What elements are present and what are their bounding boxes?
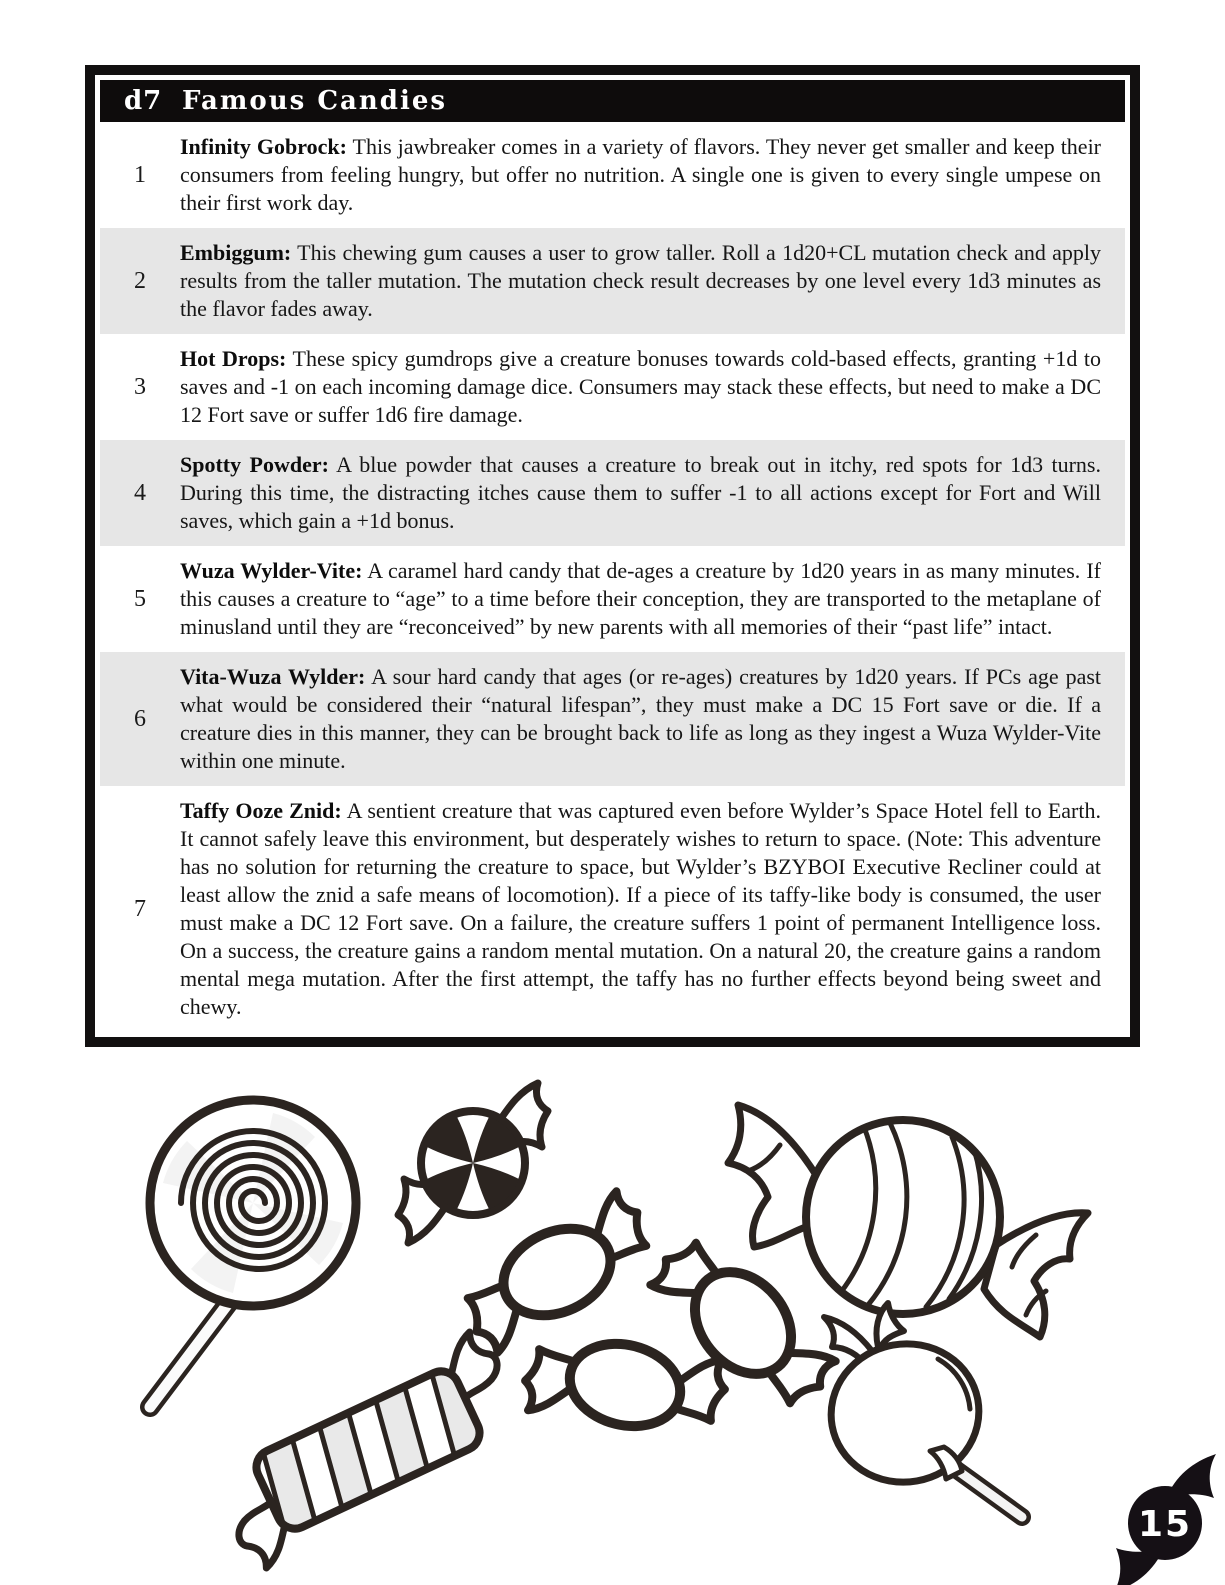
swirl-lollipop-icon (150, 1100, 356, 1407)
table-row (100, 652, 1125, 786)
roll-number: 2 (134, 267, 146, 294)
candy-description: This jawbreaker comes in a variety of flavors. They never get smaller and keep their consumers from feeling hungry, but offer no nutrition. A single one is given to every single umpese on their first work day. (180, 134, 1102, 215)
striped-taffy-icon (201, 1327, 535, 1573)
page-number: 15 (1137, 1504, 1193, 1545)
table-row (100, 122, 1125, 228)
candy-name: Embiggum: (180, 240, 292, 265)
candy-name: Hot Drops: (180, 346, 287, 371)
die-column-header: d7 (124, 86, 163, 116)
candy-name: Taffy Ooze Znid: (180, 798, 342, 823)
candy-name: Infinity Gobrock: (180, 134, 347, 159)
roll-number: 7 (134, 895, 146, 922)
candy-description: These spicy gumdrops give a creature bonuses towards cold-based effects, granting +1d to saves and -1 on each incoming damage dice. Consumers may stack these effects, but need to make a DC 12 Fort save or suffer 1d6 fire damage. (180, 346, 1101, 427)
candy-name: Wuza Wylder-Vite: (180, 558, 363, 583)
candy-entry (180, 440, 1125, 546)
candy-entry (180, 228, 1125, 334)
round-lollipop-icon (820, 1303, 1022, 1517)
candy-description: A caramel hard candy that de-ages a creature by 1d20 years in as many minutes. If this causes a creature to “age” to a time before their conception, they are transported to the metaplane of minusland until they are “reconceived” by new parents with all memories of their “past life” intact. (180, 558, 1101, 639)
candy-entry (180, 122, 1125, 228)
table-row (100, 228, 1125, 334)
candy-entry (180, 652, 1125, 786)
table-row (100, 440, 1125, 546)
candy-description: A blue powder that causes a creature to break out in itchy, red spots for 1d3 turns. During this time, the distracting itches cause them to suffer -1 to all actions except for Fort and Will saves, which gain a +1d bonus. (180, 452, 1101, 533)
candy-entry (180, 334, 1125, 440)
candy-entry (180, 786, 1125, 1032)
roll-number: 6 (134, 705, 146, 732)
candy-description: A sentient creature that was captured even before Wylder’s Space Hotel fell to Earth. It cannot safely leave this environment, but desperately wishes to return to space. (Note: This adventure has no solution for returning the creature to space, but Wylder’s BZYBOI Executive Recliner could at least allow the znid a safe means of locomotion). If a piece of its taffy-like body is consumed, the user must make a DC 12 Fort save. On a failure, the creature suffers 1 point of permanent Intelligence loss. On a success, the creature gains a random mental mutation. On a natural 20, the creature gains a random mental mega mutation. After the first attempt, the taffy has no further effects beyond being sweet and chewy. (180, 798, 1101, 1019)
famous-candies-table (85, 65, 1140, 1047)
candy-description: This chewing gum causes a user to grow taller. Roll a 1d20+CL mutation check and apply results from the taller mutation. The mutation check result decreases by one level every 1d3 minutes as the flavor fades away. (180, 240, 1101, 321)
candy-entry (180, 546, 1125, 652)
table-row (100, 786, 1125, 1032)
candy-name: Vita-Wuza Wylder: (180, 664, 366, 689)
page-number-badge (1080, 1430, 1225, 1585)
candy-description: A sour hard candy that ages (or re-ages) creatures by 1d20 years. If PCs age past what would be considered their “natural lifespan”, they must make a DC 15 Fort save or die. If a creature dies in this manner, they can be brought back to life as long as they ingest a Wuza Wylder-Vite within one minute. (180, 664, 1102, 773)
pinwheel-candy-icon (398, 1083, 548, 1243)
roll-number: 3 (134, 373, 146, 400)
roll-number: 5 (134, 585, 146, 612)
table-header (100, 80, 1125, 122)
roll-number: 4 (134, 479, 146, 506)
table-row (100, 334, 1125, 440)
candy-illustration (0, 1075, 1225, 1585)
candy-name: Spotty Powder: (180, 452, 329, 477)
table-title: Famous Candies (182, 86, 448, 116)
roll-number: 1 (134, 161, 146, 188)
table-row (100, 546, 1125, 652)
